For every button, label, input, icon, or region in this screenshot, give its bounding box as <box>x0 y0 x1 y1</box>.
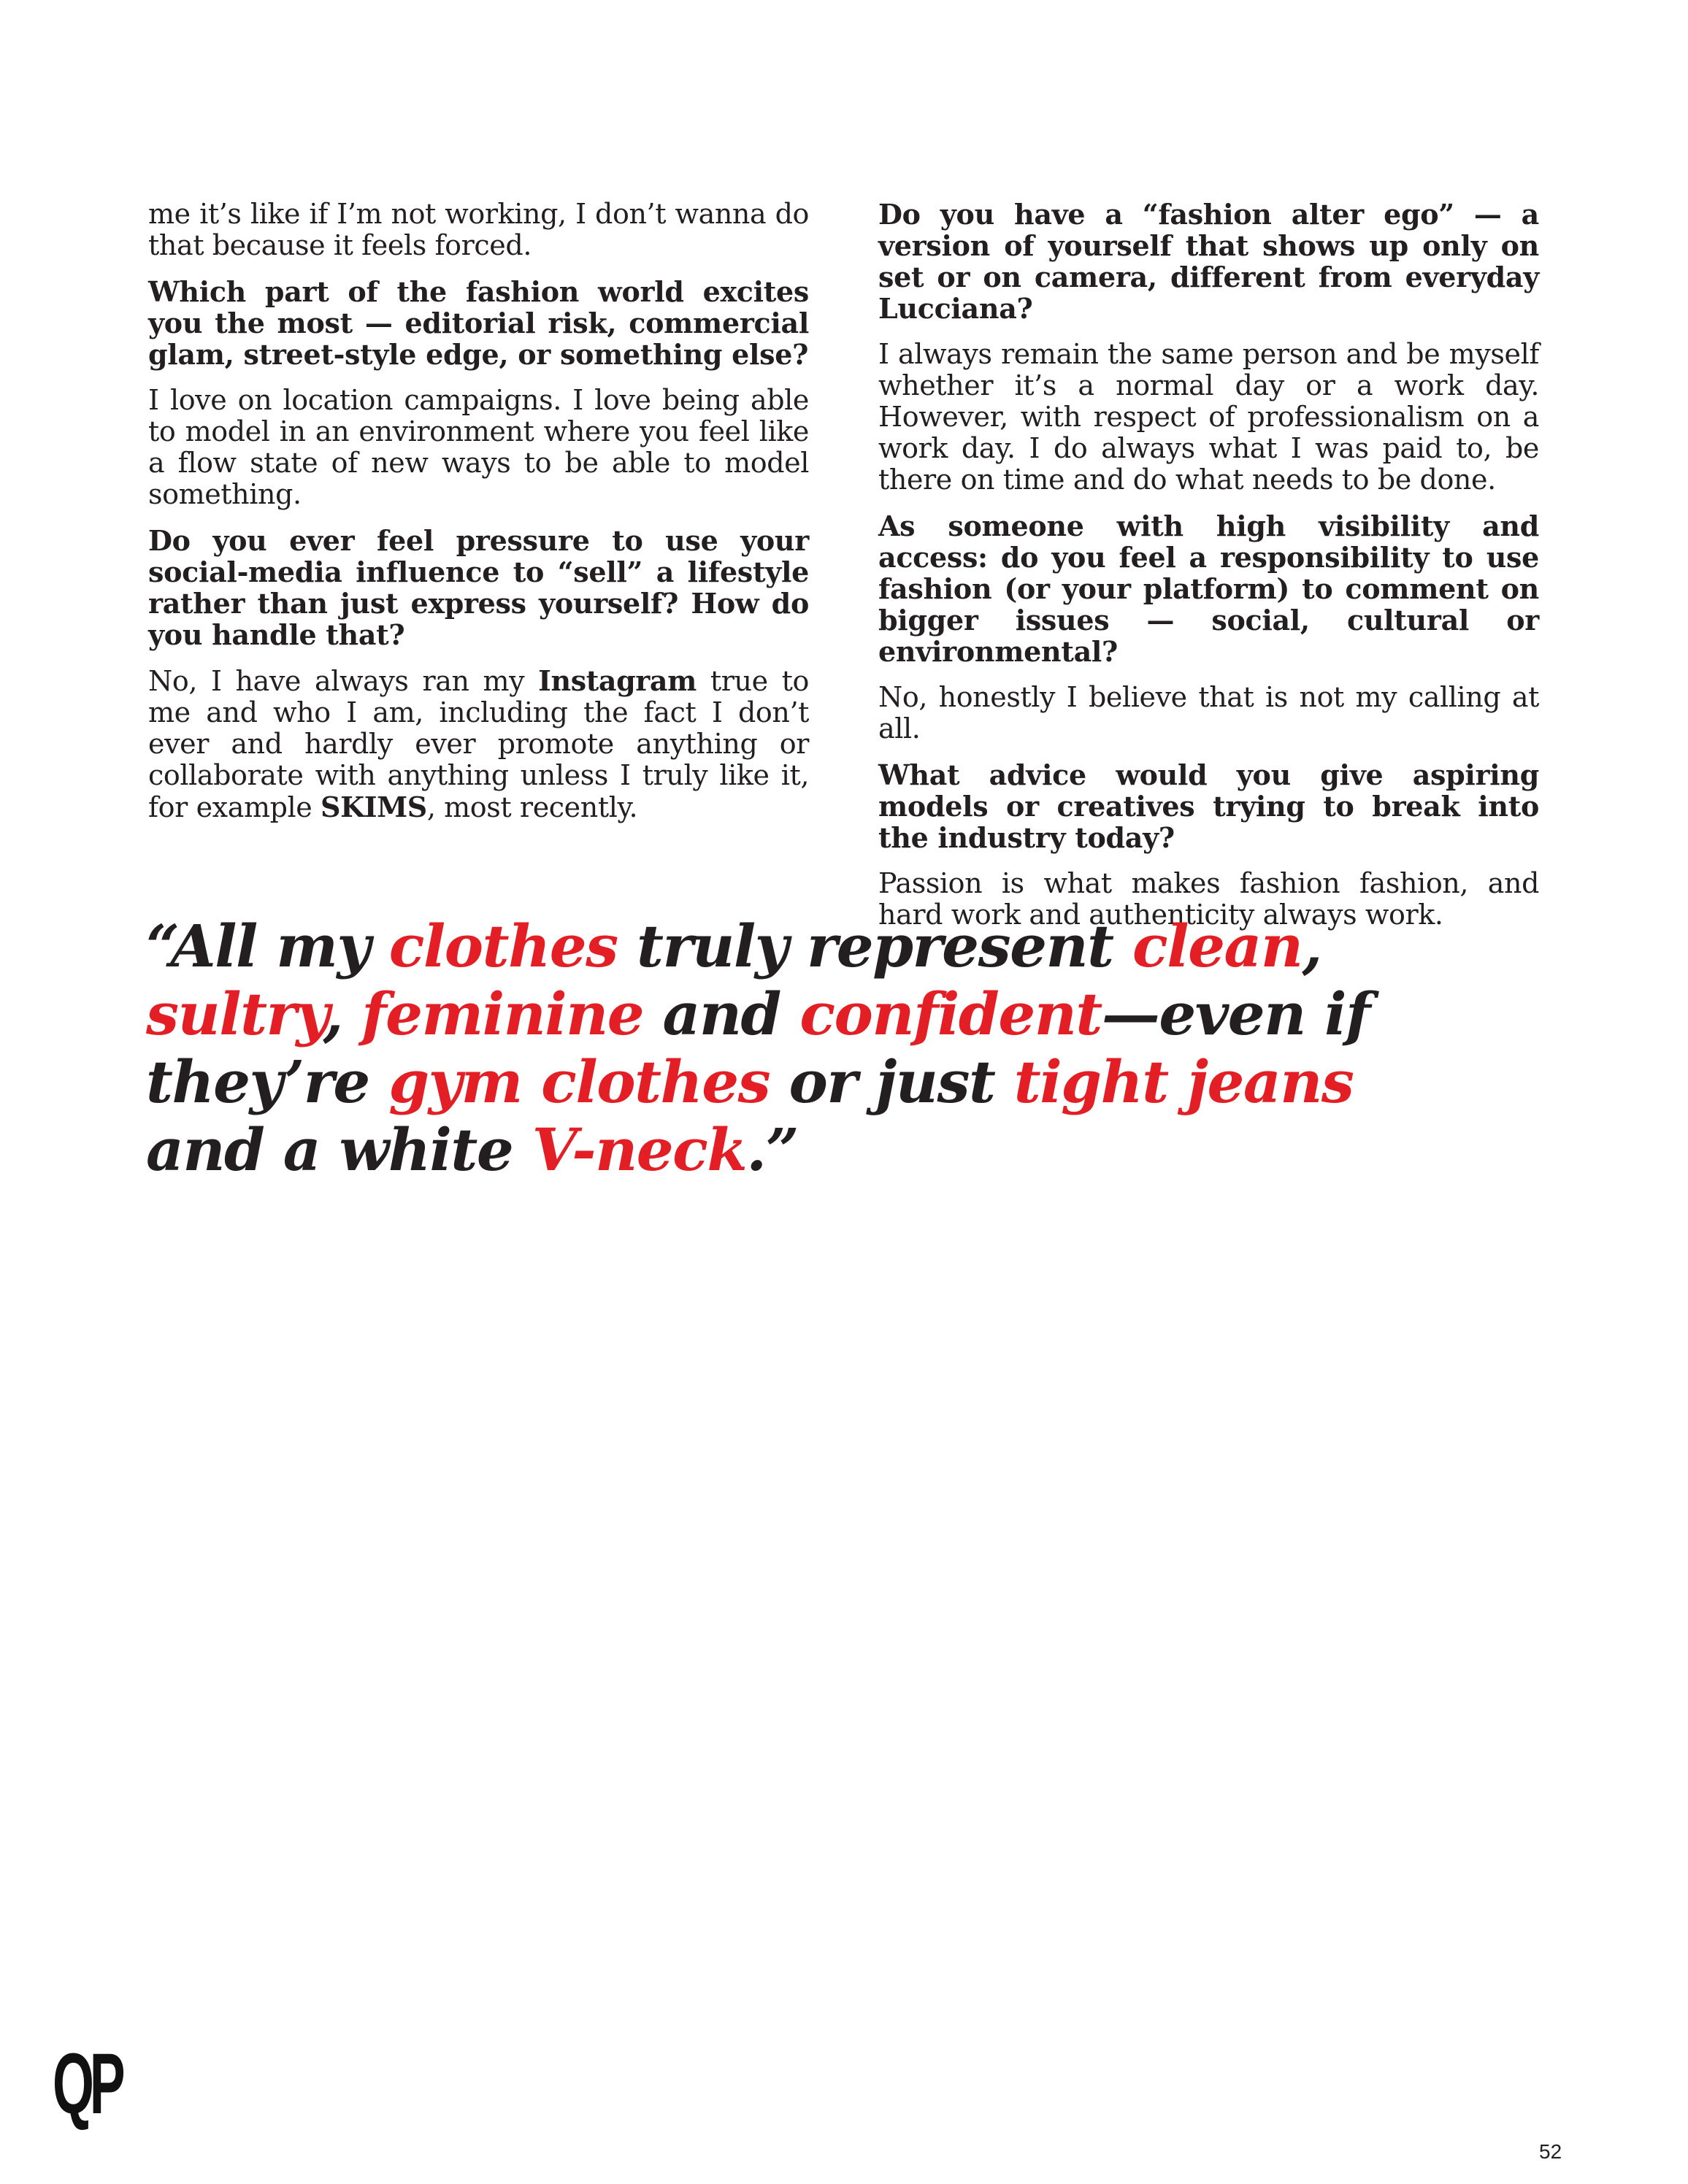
question-responsibility: As someone with high visibility and access: do you feel a responsibility to use fashion (or your platform) to comment on bigger issues — social, cultural or environmental? <box>878 510 1539 668</box>
qp-logo: QP <box>53 2036 121 2132</box>
answer-responsibility: No, honestly I believe that is not my calling at all. <box>878 681 1539 745</box>
quote-highlight: V-neck <box>532 1115 747 1184</box>
question-alter-ego: Do you have a “fashion alter ego” — a version of yourself that shows up only on set or on camera, different from everyday Lucciana? <box>878 198 1539 325</box>
quote-highlight: feminine <box>361 980 644 1048</box>
answer-fashion-world: I love on location campaigns. I love being able to model in an environment where you feel like a flow state of new ways to be able to model something. <box>148 384 809 510</box>
answer-text: true to me and who I am, including the fact I don’t ever and hardly ever promote anything or collaborate with anything unless I truly like it, for example <box>148 665 809 823</box>
answer-text: , most recently. <box>426 791 638 823</box>
quote-highlight: clothes <box>388 912 618 980</box>
answer-social-media <box>148 665 809 823</box>
skims-mention: SKIMS <box>321 791 427 823</box>
question-advice: What advice would you give aspiring models or creatives trying to break into the industry today? <box>878 758 1539 854</box>
question-social-media: Do you ever feel pressure to use your social-media influence to “sell” a lifestyle rather than just express yourself? How do you handle that? <box>148 524 809 651</box>
page-number: 52 <box>1539 2140 1562 2163</box>
quote-highlight: sultry <box>146 980 323 1048</box>
quote-highlight: confident <box>799 980 1102 1048</box>
instagram-mention: Instagram <box>538 664 697 697</box>
quote-highlight: gym clothes <box>388 1047 770 1116</box>
quote-text: and a white <box>146 1115 532 1184</box>
intro-paragraph: me it’s like if I’m not working, I don’t wanna do that because it feels forced. <box>148 198 809 261</box>
quote-text: , <box>323 980 362 1048</box>
answer-alter-ego: I always remain the same person and be myself whether it’s a normal day or a work day. However, with respect of professionalism on a work day. I do always what I was paid to, be there on time and do what needs to be done. <box>878 338 1539 496</box>
quote-highlight: clean <box>1132 912 1303 980</box>
quote-text: truly represent <box>617 912 1132 980</box>
quote-text: .” <box>746 1115 799 1184</box>
question-fashion-world: Which part of the fashion world excites you the most — editorial risk, commercial glam, street-style edge, or something else? <box>148 275 809 371</box>
pull-quote <box>146 912 1475 1184</box>
left-column <box>148 199 809 838</box>
quote-text: or just <box>770 1047 1014 1116</box>
answer-text: No, I have always ran my <box>148 665 539 697</box>
quote-text: “All my <box>146 912 389 980</box>
quote-highlight: tight jeans <box>1013 1047 1354 1116</box>
right-column <box>878 199 1539 945</box>
quote-text: , <box>1302 912 1321 980</box>
quote-text: —even if they’re <box>146 980 1370 1116</box>
quote-text: and <box>643 980 800 1048</box>
answer-advice: Passion is what makes fashion fashion, and hard work and authenticity always work. <box>878 867 1539 931</box>
